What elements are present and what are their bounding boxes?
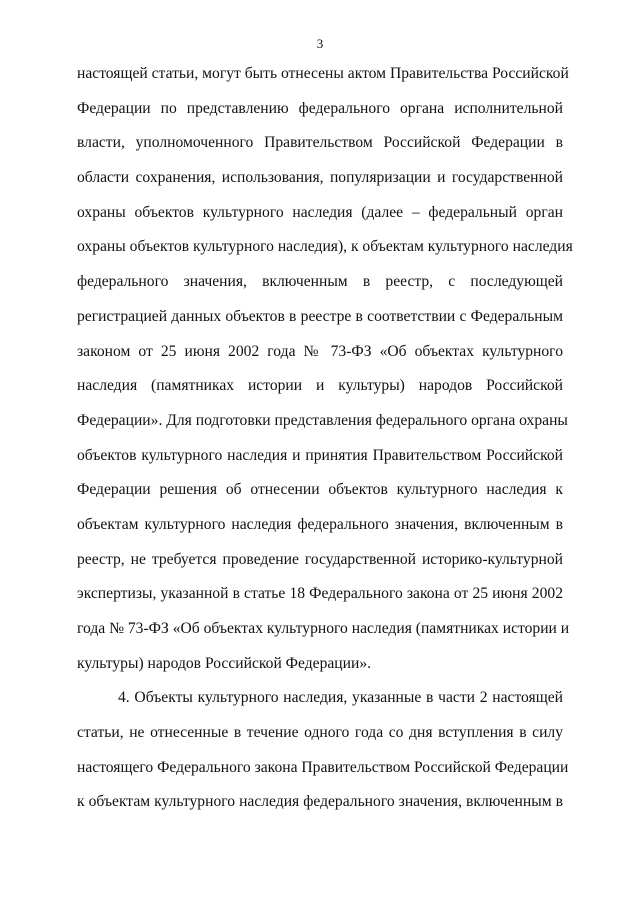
text-line: власти, уполномоченного Правительством Российской Федерации в (77, 134, 563, 152)
text-line: Федерации решения об отнесении объектов культурного наследия к (77, 481, 563, 499)
text-line-first: 4. Объекты культурного наследия, указанные в части 2 настоящей (118, 689, 563, 707)
text-line: регистрацией данных объектов в реестре в соответствии с Федеральным (77, 307, 563, 325)
paragraph-1 (77, 63, 573, 687)
text-line: объектов культурного наследия и принятия Правительством Российской (77, 446, 563, 464)
text-line: к объектам культурного наследия федерального значения, включенным в (77, 793, 563, 811)
text-line: охраны объектов культурного наследия (далее – федеральный орган (77, 203, 563, 221)
document-body (77, 63, 573, 826)
text-line: реестр, не требуется проведение государственной историко-культурной (77, 550, 563, 568)
text-line: Федерации по представлению федерального органа исполнительной (77, 99, 563, 117)
text-line-last: культуры) народов Российской Федерации». (77, 654, 372, 672)
text-line: Федерации». Для подготовки представления федерального органа охраны (77, 411, 568, 429)
text-line: года № 73-ФЗ «Об объектах культурного наследия (памятниках истории и (77, 620, 570, 637)
text-line: охраны объектов культурного наследия), к объектам культурного наследия (77, 238, 573, 256)
text-line: статьи, не отнесенные в течение одного года со дня вступления в силу (77, 724, 563, 742)
text-line: настоящей статьи, могут быть отнесены актом Правительства Российской (77, 65, 569, 82)
text-line: законом от 25 июня 2002 года № 73-ФЗ «Об объектах культурного (77, 342, 563, 360)
text-line: федерального значения, включенным в реестр, с последующей (77, 273, 563, 291)
text-line: объектам культурного наследия федерального значения, включенным в (77, 515, 563, 533)
paragraph-2 (77, 687, 569, 826)
text-line: настоящего Федерального закона Правительством Российской Федерации (77, 758, 569, 776)
text-line: экспертизы, указанной в статье 18 Федерального закона от 25 июня 2002 (77, 585, 563, 603)
page-number: 3 (316, 36, 324, 51)
text-line: наследия (памятниках истории и культуры) народов Российской (77, 377, 563, 395)
text-line: области сохранения, использования, популяризации и государственной (77, 169, 563, 187)
